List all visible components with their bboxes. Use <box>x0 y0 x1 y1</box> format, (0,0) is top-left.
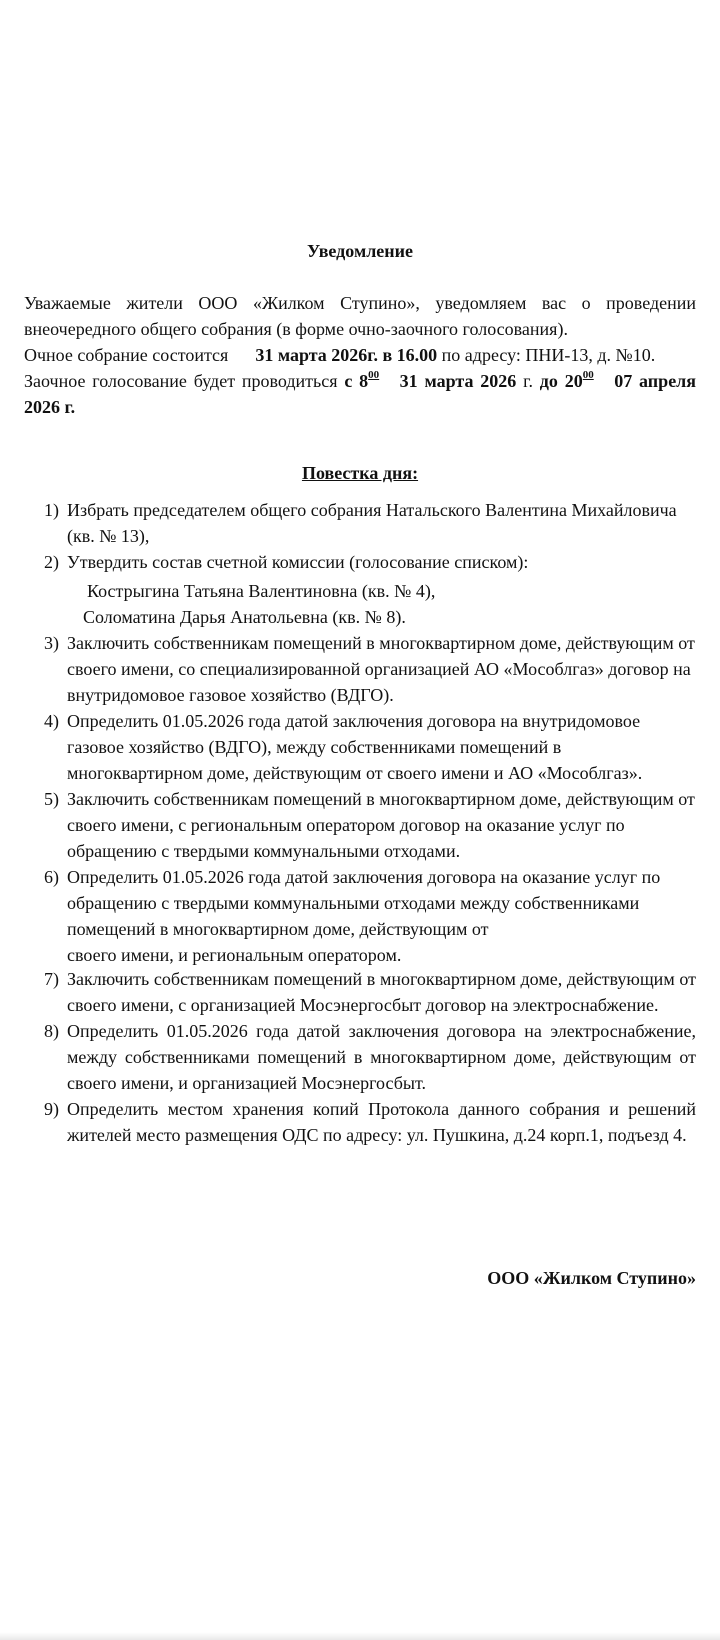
agenda-item-number: 8) <box>44 1021 59 1041</box>
agenda-item-number: 1) <box>44 500 59 520</box>
meeting-address: по адресу: ПНИ-13, д. №10. <box>441 345 656 365</box>
meeting-text: Очное собрание состоится <box>24 345 229 365</box>
agenda-item-text: Определить 01.05.2026 года датой заключения договора на внутридомовое газовое хозяйство (ВДГО), между собственниками помещений в многоквартирном доме, действующим от своего имени и АО «Мособлгаз». <box>67 711 643 783</box>
agenda-item-text: Избрать председателем общего собрания Натальского Валентина Михайловича (кв. № 13), <box>67 500 677 546</box>
notice-intro <box>24 290 696 420</box>
agenda-item-number: 9) <box>44 1099 59 1119</box>
intro-paragraph-1: Уважаемые жители ООО «Жилком Ступино», уведомляем вас о проведении внеочередного общего собрания (в форме очно-заочного голосования). <box>24 293 696 339</box>
agenda-item-number: 4) <box>44 711 59 731</box>
commission-member-2: Соломатина Дарья Анатольевна (кв. № 8). <box>83 607 406 627</box>
intro-paragraph-2 <box>24 342 696 368</box>
commission-member-1: Кострыгина Татьяна Валентиновна (кв. № 4), <box>87 581 436 601</box>
signature: ООО «Жилком Ступино» <box>487 1268 696 1288</box>
agenda-item-number: 7) <box>44 969 59 989</box>
agenda-item-1 <box>44 497 696 549</box>
voting-start-date: 31 марта 2026 <box>399 371 517 391</box>
voting-end-time: до $20^{00}$ <box>539 369 594 391</box>
agenda-list <box>44 497 696 1148</box>
agenda-item-number: 6) <box>44 867 59 887</box>
agenda-item-number: 5) <box>44 789 59 809</box>
intro-paragraph-3 <box>24 368 696 420</box>
agenda-item-text: Заключить собственникам помещений в многоквартирном доме, действующим от своего имени, со специализированной организацией АО «Мособлгаз» договор на внутридомовое газовое хозяйство (ВДГО). <box>67 633 695 705</box>
voting-end-date: 07 апреля 2026 г. <box>24 371 697 417</box>
meeting-date: 31 марта 2026г. в 16.00 <box>255 345 438 365</box>
notice-title: Уведомление <box>306 241 414 261</box>
agenda-item-8 <box>44 1018 696 1096</box>
agenda-item-7 <box>44 966 696 1018</box>
agenda-item-2 <box>44 549 696 575</box>
agenda-item-text: Определить 01.05.2026 года датой заключения договора на электроснабжение, между собственниками помещений в многоквартирном доме, действующим от своего имени, и организацией Мосэнергосбыт. <box>67 1021 696 1093</box>
agenda-item-6 <box>44 864 696 966</box>
agenda-item-9 <box>44 1096 696 1148</box>
agenda-item-6-text: Определить 01.05.2026 года датой заключения договора на оказание услуг по обращению с твердыми коммунальными отходами между собственниками помещений в многоквартирном доме, действующим от <box>67 867 661 939</box>
agenda-item-text: Заключить собственникам помещений в многоквартирном доме, действующим от своего имени, с организацией Мосэнергосбыт договор на электроснабжение. <box>67 969 696 1015</box>
agenda-item-number: 2) <box>44 552 59 572</box>
agenda-item-4 <box>44 708 696 786</box>
agenda-item-text <box>67 864 696 966</box>
agenda-title: Повестка дня: <box>301 463 419 483</box>
agenda-item-text: Определить местом хранения копий Протокола данного собрания и решений жителей место размещения ОДС по адресу: ул. Пушкина, д.24 корп.1, подъезд 4. <box>67 1099 696 1145</box>
bottom-edge-shadow <box>0 1632 720 1640</box>
agenda-item-text: Утвердить состав счетной комиссии (голосование списком): <box>67 552 529 572</box>
agenda-item-6-clipped-line: своего имени, и региональным оператором. <box>67 945 402 965</box>
agenda-item-text: Заключить собственникам помещений в многоквартирном доме, действующим от своего имени, с региональным оператором договор на оказание услуг по обращению с твердыми коммунальными отходами. <box>67 789 695 861</box>
agenda-item-number: 3) <box>44 633 59 653</box>
voting-start-time: с $8^{00}$ <box>344 369 380 391</box>
agenda-item-3 <box>44 630 696 708</box>
agenda-item-5 <box>44 786 696 864</box>
voting-text: Заочное голосование будет проводиться <box>24 371 338 391</box>
voting-year-suffix: г. <box>523 371 533 391</box>
